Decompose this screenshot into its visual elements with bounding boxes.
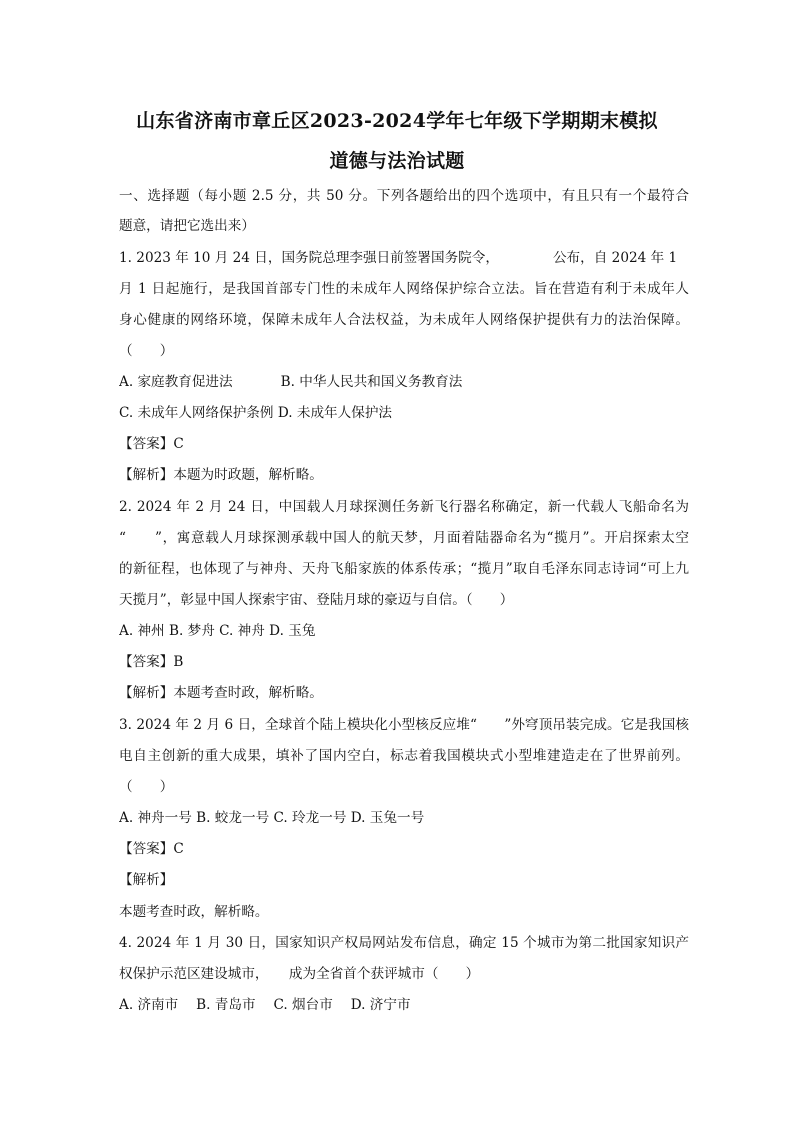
q4-stem-line2: 权保护示范区建设城市， 成为全省首个获评城市（ ） <box>119 966 480 982</box>
q3-stem-line2: 电自主创新的重大成果，填补了国内空白，标志着我国模块式小型堆建造走在了世界前列。 <box>119 748 689 764</box>
q3-analysis: 本题考查时政，解析略。 <box>119 904 269 920</box>
q1-stem-line1-part2: 公布，自 2024 年 1 <box>552 250 678 266</box>
q2-stem-line3: 的新征程，也体现了与神舟、天舟飞船家族的体系传承；“揽月”取自毛泽东同志诗词“可上九 <box>119 561 689 577</box>
q1-stem-line3: 身心健康的网络环境，保障未成年人合法权益，为未成年人网络保护提供有力的法治保障。 <box>119 312 689 328</box>
q1-option-a: A. 家庭教育促进法 <box>119 374 233 390</box>
q1-stem-line1-part1: 1. 2023 年 10 月 24 日，国务院总理李强日前签署国务院令， <box>119 250 499 266</box>
q1-answer: 【答案】C <box>119 436 184 452</box>
q2-stem-line1: 2. 2024 年 2 月 24 日，中国载人月球探测任务新飞行器名称确定，新一代载人飞船命名为 <box>119 499 689 515</box>
q3-stem-line1: 3. 2024 年 2 月 6 日，全球首个陆上模块化小型核反应堆“ ”外穹顶吊装完成。它是我国核 <box>119 717 689 733</box>
q2-stem-line2: “ ”，寓意载人月球探测承载中国人的航天梦，月面着陆器命名为“揽月”。开启探索太空 <box>119 530 689 546</box>
q4-options: A. 济南市 B. 青岛市 C. 烟台市 D. 济宁市 <box>119 997 411 1013</box>
q1-paren: （ ） <box>119 343 174 359</box>
q1-options-cd: C. 未成年人网络保护条例 D. 未成年人保护法 <box>119 405 393 421</box>
q1-stem-line2: 月 1 日起施行，是我国首部专门性的未成年人网络保护综合立法。旨在营造有利于未成年人 <box>119 281 689 297</box>
q2-analysis: 【解析】本题考查时政，解析略。 <box>119 685 323 701</box>
q1-analysis: 【解析】本题为时政题，解析略。 <box>119 467 323 483</box>
section-instructions-line2: 题意，请把它选出来） <box>119 218 255 234</box>
q3-answer: 【答案】C <box>119 841 184 857</box>
q1-options-ab <box>119 372 689 392</box>
document-title-line2: 道德与法治试题 <box>329 150 465 172</box>
q2-answer: 【答案】B <box>119 654 184 670</box>
q1-stem-line1 <box>119 248 689 268</box>
q2-options: A. 神州 B. 梦舟 C. 神舟 D. 玉兔 <box>119 623 316 639</box>
q3-analysis-label: 【解析】 <box>119 872 174 888</box>
q1-option-b: B. 中华人民共和国义务教育法 <box>280 374 463 390</box>
q3-paren: （ ） <box>119 779 174 795</box>
q3-options: A. 神舟一号 B. 蛟龙一号 C. 玲龙一号 D. 玉兔一号 <box>119 810 425 826</box>
section-instructions-line1: 一、选择题（每小题 2.5 分，共 50 分。下列各题给出的四个选项中，有且只有一个最符合 <box>119 188 689 204</box>
q4-stem-line1: 4. 2024 年 1 月 30 日，国家知识产权局网站发布信息，确定 15 个城市为第二批国家知识产 <box>119 935 689 951</box>
q2-stem-line4: 天揽月”，彰显中国人探索宇宙、登陆月球的豪迈与自信。（ ） <box>119 592 514 608</box>
document-title-line1: 山东省济南市章丘区2023-2024学年七年级下学期期末模拟 <box>136 110 658 132</box>
